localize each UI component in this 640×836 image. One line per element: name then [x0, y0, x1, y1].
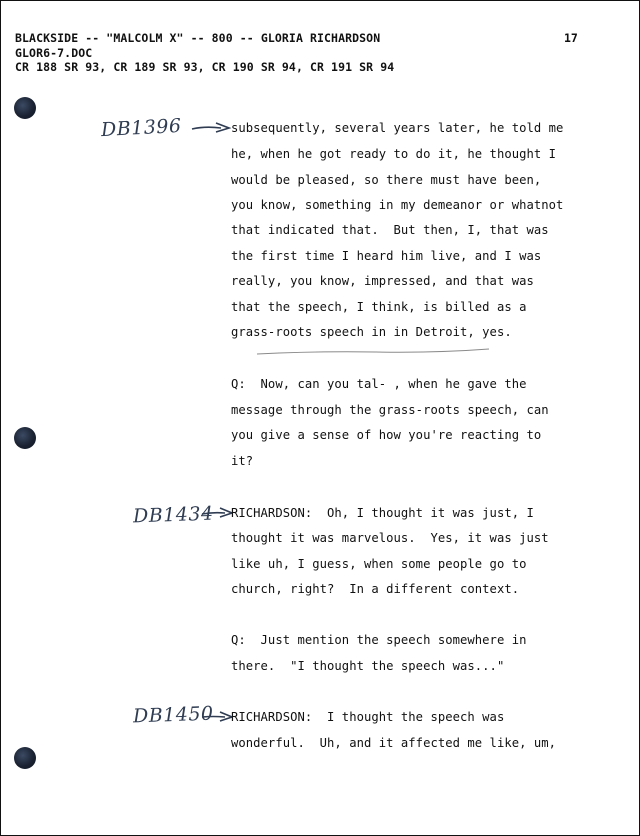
transcript-line: grass-roots speech in in Detroit, yes. [231, 325, 512, 339]
transcript-line: would be pleased, so there must have been, [231, 173, 542, 187]
document-header [15, 31, 394, 75]
transcript-question-line: you give a sense of how you're reacting to [231, 428, 542, 442]
transcript-line: he, when he got ready to do it, he thought I [231, 147, 557, 161]
transcript-answer-line: thought it was marvelous. Yes, it was just [231, 531, 549, 545]
transcript-line: the first time I heard him live, and I was [231, 249, 542, 263]
transcript-question-line: there. "I thought the speech was..." [231, 659, 505, 673]
handwritten-timecode-2: DB1434 [132, 502, 214, 528]
header-filename-line: GLOR6-7.DOC [15, 45, 93, 60]
transcript-line: really, you know, impressed, and that was [231, 274, 534, 288]
binder-hole-bottom [14, 747, 36, 769]
binder-hole-top [14, 97, 36, 119]
header-title-line: BLACKSIDE -- "MALCOLM X" -- 800 -- GLORIA RICHARDSON [15, 31, 381, 45]
transcript-answer-line: like uh, I guess, when some people go to [231, 557, 527, 571]
transcript-question-line: Q: Just mention the speech somewhere in [231, 633, 527, 647]
transcript-line: that indicated that. But then, I, that was [231, 223, 549, 237]
page-number: 17 [564, 31, 578, 45]
handwritten-arrow-icon [201, 507, 233, 519]
transcript-line: subsequently, several years later, he told me [231, 121, 564, 135]
handwritten-timecode-3: DB1450 [132, 702, 214, 728]
binder-hole-middle [14, 427, 36, 449]
transcript-answer-line: RICHARDSON: Oh, I thought it was just, I [231, 506, 534, 520]
transcript-answer-line: church, right? In a different context. [231, 582, 520, 596]
handwritten-arrow-icon [191, 122, 231, 134]
pencil-underline-mark [256, 345, 491, 357]
transcript-question-line: Q: Now, can you tal- , when he gave the [231, 377, 527, 391]
handwritten-timecode-1: DB1396 [100, 114, 183, 142]
transcript-line: you know, something in my demeanor or whatnot [231, 198, 564, 212]
transcript-answer-line: RICHARDSON: I thought the speech was [231, 710, 505, 724]
transcript-question-line: it? [231, 454, 254, 468]
header-reel-line: CR 188 SR 93, CR 189 SR 93, CR 190 SR 94, CR 191 SR 94 [15, 60, 395, 74]
transcript-line: that the speech, I think, is billed as a [231, 300, 527, 314]
handwritten-arrow-icon [201, 711, 233, 723]
transcript-question-line: message through the grass-roots speech, can [231, 403, 549, 417]
transcript-answer-line: wonderful. Uh, and it affected me like, um, [231, 736, 557, 750]
